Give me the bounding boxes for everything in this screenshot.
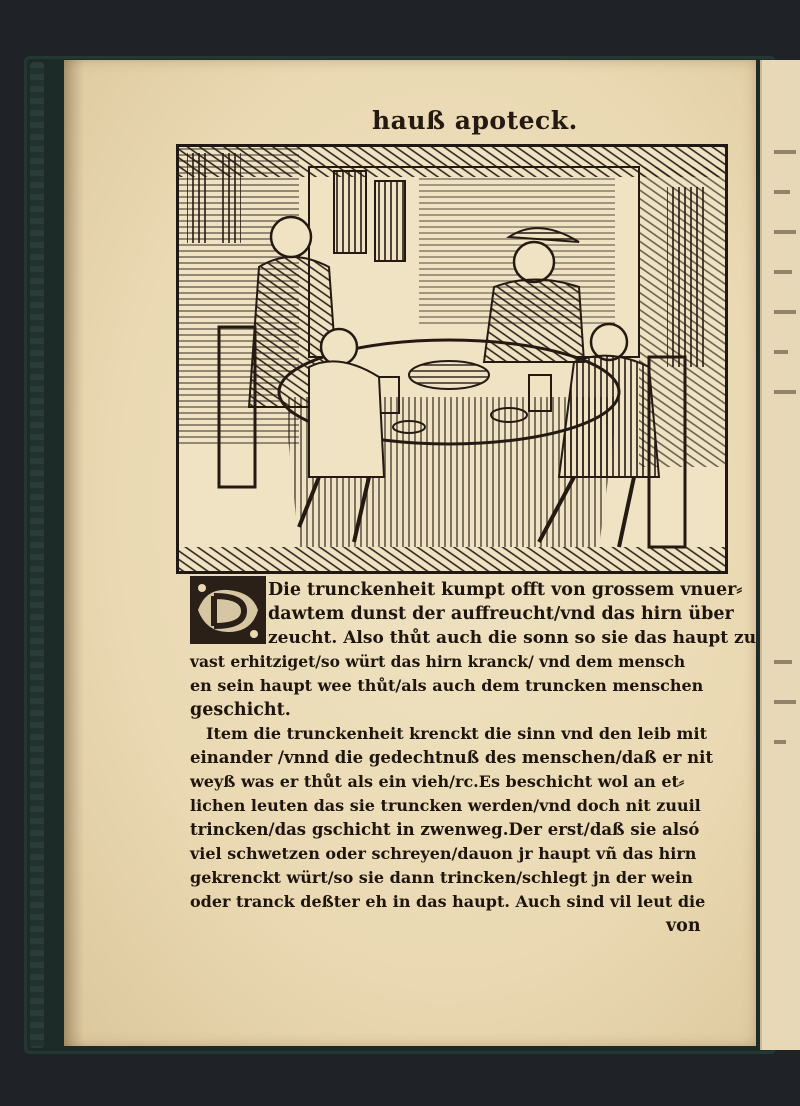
text-line-11: trincken/das gschicht in zwenweg.Der erst/daß sie alsó	[190, 820, 700, 839]
gutter-shadow	[64, 60, 84, 1046]
text-line-13: gekrenckt würt/so sie dann trincken/schlegt jn der wein	[190, 868, 693, 887]
text-line-6: geschicht.	[190, 700, 291, 720]
running-head: hauß apoteck.	[372, 106, 578, 135]
book-spine-edge	[30, 62, 44, 1048]
text-line-7: Item die trunckenheit krenckt die sinn vnd den leib mit	[206, 724, 707, 743]
adjacent-page-edge	[760, 60, 800, 1050]
woodcut-illustration	[176, 144, 728, 574]
text-line-1: Die trunckenheit kumpt offt von grossem vnuer⸗	[268, 580, 743, 600]
text-line-14: oder tranck deßter eh in das haupt. Auch sind vil leut die	[190, 892, 706, 911]
text-line-2: dawtem dunst der auffreucht/vnd das hirn über	[268, 604, 734, 624]
decorated-initial	[190, 576, 266, 644]
text-line-12: viel schwetzen oder schreyen/dauon jr haupt vñ das hirn	[190, 844, 697, 863]
text-line-10: lichen leuten das sie truncken werden/vnd doch nit zuuil	[190, 796, 701, 815]
text-line-5: en sein haupt wee thůt/als auch dem truncken menschen	[190, 676, 704, 695]
text-line-9: weyß was er thůt als ein vieh/rc.Es beschicht wol an et⸗	[190, 772, 685, 791]
catchword: von	[666, 916, 701, 936]
text-line-8: einander /vnnd die gedechtnuß des menschen/daß er nit	[190, 748, 714, 767]
text-line-4: vast erhitziget/so würt das hirn kranck/ vnd dem mensch	[190, 652, 686, 671]
text-line-3: zeucht. Also thůt auch die sonn so sie das haupt zu	[268, 628, 757, 648]
